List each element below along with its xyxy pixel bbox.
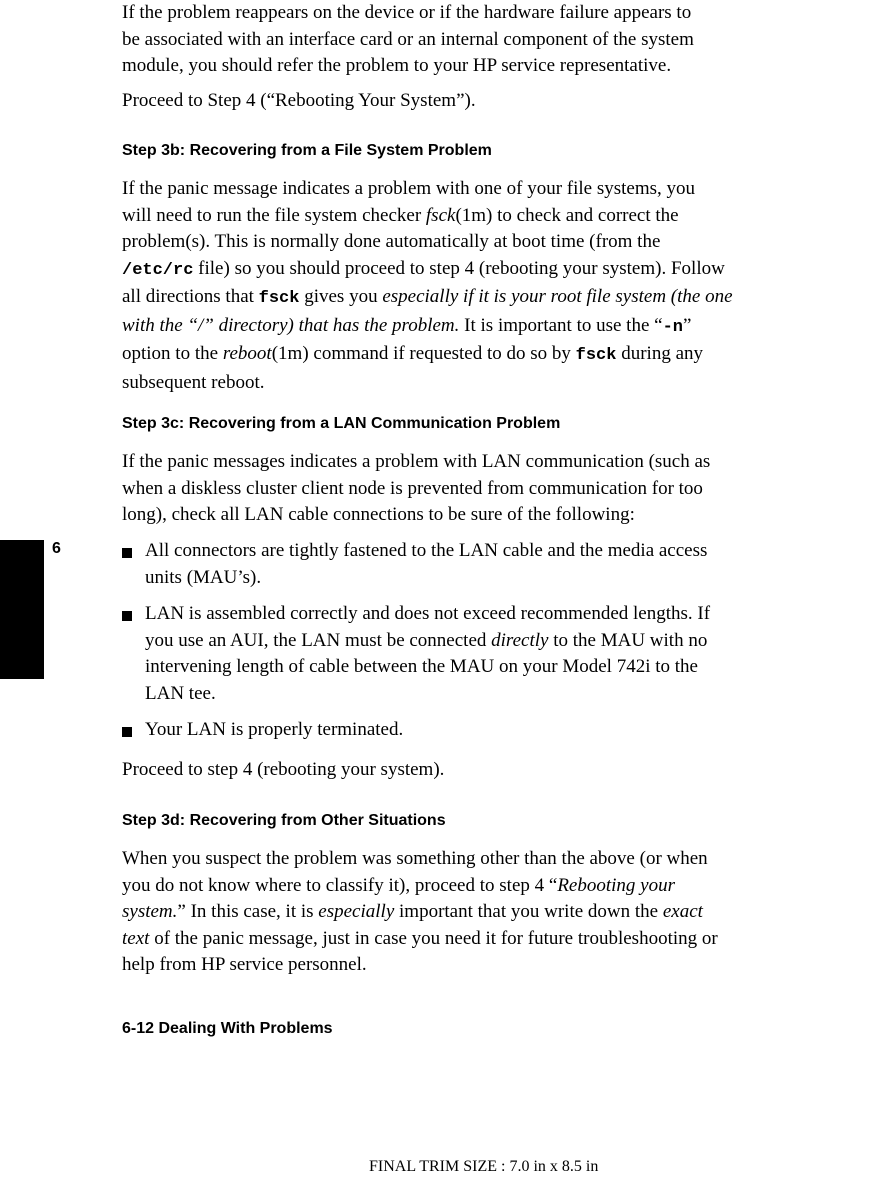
text-line: subsequent reboot.: [122, 371, 265, 393]
text-line: all directions that fsck gives you especially if it is your root file system (the one: [122, 286, 733, 308]
text-line: When you suspect the problem was something other than the above (or when: [122, 848, 708, 869]
text-line: with the “/” directory) that has the problem. It is important to use the “-n”: [122, 314, 692, 337]
text-line: If the panic messages indicates a problem with LAN communication (such as: [122, 451, 711, 472]
text-line: problem(s). This is normally done automatically at boot time (from the: [122, 231, 661, 252]
text-line: you do not know where to classify it), proceed to step 4 “Rebooting your: [122, 874, 675, 896]
text-line: system.” In this case, it is especially important that you write down the exact: [122, 901, 703, 922]
text-line: module, you should refer the problem to your HP service representative.: [122, 55, 672, 76]
intro-paragraph: [122, 0, 884, 80]
bullet-square-icon: [122, 548, 132, 558]
text-line: intervening length of cable between the MAU on your Model 742i to the: [145, 656, 698, 677]
text-line: All connectors are tightly fastened to the LAN cable and the media access: [145, 540, 708, 561]
text-line: when a diskless cluster client node is prevented from communication for too: [122, 477, 703, 499]
step3d-paragraph: [122, 846, 884, 979]
bullet-square-icon: [122, 727, 132, 737]
text-line: option to the reboot(1m) command if requested to do so by fsck during any: [122, 343, 704, 365]
text-line: Your LAN is properly terminated.: [145, 719, 404, 740]
text-line: text of the panic message, just in case you need it for future troubleshooting or: [122, 927, 718, 949]
page-footer: 6-12 Dealing With Problems: [122, 1020, 333, 1037]
text-line: long), check all LAN cable connections to be sure of the following:: [122, 504, 635, 525]
text-line: LAN is assembled correctly and does not exceed recommended lengths. If: [145, 603, 711, 624]
text-line: If the panic message indicates a problem with one of your file systems, you: [122, 178, 696, 199]
intro-proceed: Proceed to Step 4 (“Rebooting Your System”).: [122, 90, 476, 111]
text-line: units (MAU’s).: [145, 566, 262, 588]
step3c-heading: Step 3c: Recovering from a LAN Communication Problem: [122, 415, 561, 432]
text-line: If the problem reappears on the device or if the hardware failure appears to: [122, 2, 692, 23]
step3d-heading: Step 3d: Recovering from Other Situations: [122, 812, 446, 829]
step3b-heading: Step 3b: Recovering from a File System Problem: [122, 142, 492, 159]
text-line: /etc/rc file) so you should proceed to step 4 (rebooting your system). Follow: [122, 257, 725, 280]
text-line: help from HP service personnel.: [122, 954, 367, 975]
text-line: LAN tee.: [145, 682, 216, 704]
bullet-square-icon: [122, 611, 132, 621]
step3c-proceed: Proceed to step 4 (rebooting your system).: [122, 759, 445, 780]
text-line: you use an AUI, the LAN must be connected directly to the MAU with no: [145, 629, 708, 651]
trim-size-note: FINAL TRIM SIZE : 7.0 in x 8.5 in: [369, 1158, 599, 1175]
text-line: be associated with an interface card or an internal component of the system: [122, 28, 694, 50]
step3c-paragraph: [122, 449, 884, 529]
step3b-paragraph: [122, 176, 884, 396]
chapter-tab: [0, 540, 44, 679]
text-line: will need to run the file system checker fsck(1m) to check and correct the: [122, 204, 679, 226]
chapter-tab-number: 6: [52, 540, 61, 557]
